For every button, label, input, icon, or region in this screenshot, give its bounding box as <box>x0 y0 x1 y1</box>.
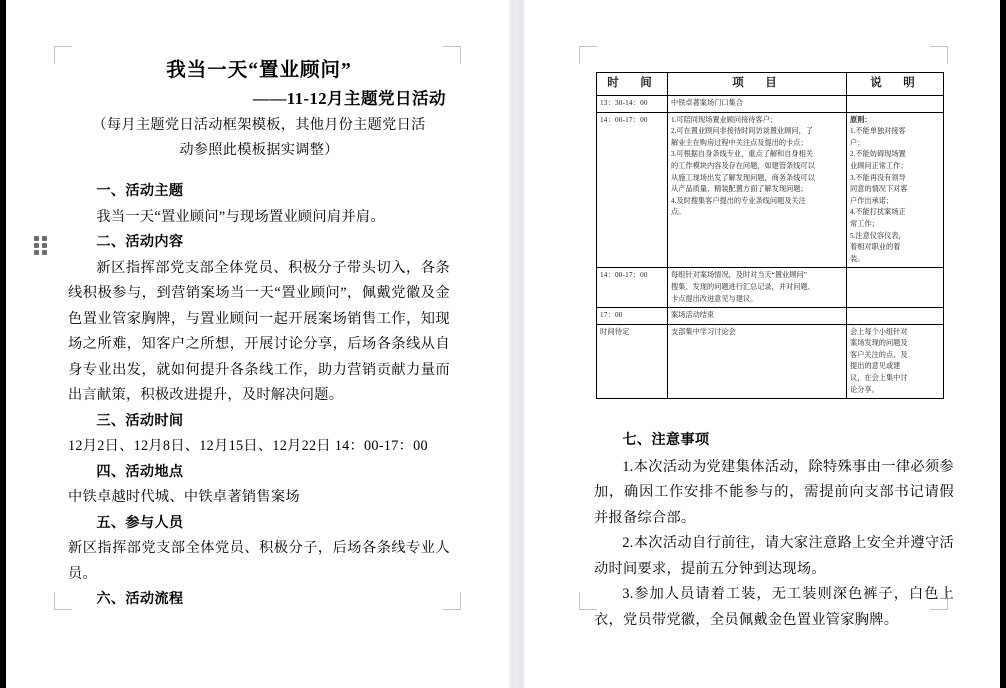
table-body <box>597 96 944 399</box>
cell-text-line: 案场发现的问题及 <box>850 339 908 348</box>
cell-item <box>668 268 847 308</box>
table-row <box>597 96 944 113</box>
notice-item-3: 3.参加人员请着工装，无工装则深色裤子，白色上衣，党员带党徽，全员佩戴金色置业管家胸牌。 <box>594 586 954 628</box>
section-body-4: 中铁卓越时代城、中铁卓著销售案场 <box>68 489 300 505</box>
column-header-note: 说 明 <box>847 73 944 96</box>
notices-section <box>594 428 954 633</box>
cell-text-line: 5.注意仪容仪表， <box>850 231 906 240</box>
document-page-left <box>6 0 508 688</box>
page-title: 我当一天“置业顾问” <box>166 60 352 81</box>
cell-text-line: 会上每个小组针对 <box>850 327 908 336</box>
cell-note <box>847 96 944 113</box>
left-page-content <box>68 58 450 613</box>
cell-item <box>668 324 847 399</box>
cell-text-line: 议，在会上集中讨 <box>850 374 908 383</box>
template-note-line-2: 动参照此模板据实调整） <box>179 142 339 158</box>
cell-text-line: 4.不能打扰案场正 <box>850 208 906 217</box>
cell-text-line: 论分享。 <box>850 385 879 394</box>
notice-item-1: 1.本次活动为党建集体活动，除特殊事由一律必须参加，确因工作安排不能参与的，需提前向支部书记请假并报备综合部。 <box>594 458 954 526</box>
margin-crop-mark-top-right-right-page <box>930 46 948 64</box>
section-heading-5: 五、参与人员 <box>96 514 184 531</box>
cell-text-line: 卡点提出改进意见与建议。 <box>671 294 758 303</box>
cell-item <box>668 308 847 325</box>
cell-text-line: 业顾问正常工作； <box>850 161 908 170</box>
drag-handle-dot <box>42 250 47 255</box>
drag-handle[interactable] <box>34 236 47 255</box>
cell-text-line: 2.不能妨碍现场置 <box>850 150 906 159</box>
table-header-row <box>597 73 944 96</box>
drag-handle-dot <box>34 243 39 248</box>
cell-text-line: 2.可在置业顾问非接待时间访谈置业顾问，了 <box>671 127 813 136</box>
cell-text-line: 户； <box>850 138 865 147</box>
section-heading-3: 三、活动时间 <box>96 412 184 429</box>
cell-text-line: 的工作模块内容及存在问题，如建管条线可以 <box>671 161 815 170</box>
cell-text-line: 解业主在购房过程中关注点及提出的卡点； <box>671 138 808 147</box>
section-body-2: 新区指挥部党支部全体党员、积极分子带头切入，各条线积极参与，到营销案场当一天“置业顾问”，佩戴党徽及金色置业管家胸牌，与置业顾问一起开展案场销售工作，知现场之所难，知客户之所想，开展讨论分享，后场各条线从自身专业出发，就如何提升各条线工作，助力营销贡献力量而出言献策，积极改进提升，及时解决问题。 <box>68 259 450 403</box>
cell-text-line: 4.及时搜集客户提出的专业条线问题及关注 <box>671 196 806 205</box>
cell-time: 时间待定 <box>597 324 668 399</box>
drag-handle-dot <box>42 243 47 248</box>
table-row <box>597 324 944 399</box>
section-body-5: 新区指挥部党支部全体党员、积极分子，后场各条线专业人员。 <box>68 540 450 582</box>
cell-note <box>847 324 944 399</box>
cell-item <box>668 112 847 268</box>
cell-text-line: 着相对职业的着 <box>850 243 901 252</box>
cell-text-line: 从产品质量、精装配置方面了解发现问题； <box>671 185 808 194</box>
section-heading-2: 二、活动内容 <box>96 234 184 250</box>
cell-text-line: 点。 <box>671 208 686 217</box>
table-row <box>597 112 944 268</box>
cell-text-line: 1.不能单独对接客 <box>850 127 906 136</box>
cell-note <box>847 268 944 308</box>
cell-item <box>668 96 847 113</box>
column-header-item: 项 目 <box>668 73 847 96</box>
cell-text-line: 同意的情况下对客 <box>850 185 908 194</box>
cell-text-line: 3.不能再没有领导 <box>850 173 906 182</box>
section-body-3: 12月2日、12月8日、12月15日、12月22日 14：00-17：00 <box>68 438 428 454</box>
notices-heading: 七、注意事项 <box>622 432 710 448</box>
cell-time: 17：00 <box>597 308 668 325</box>
drag-handle-dot <box>34 236 39 241</box>
column-header-time: 时 间 <box>597 73 668 96</box>
cell-time: 14：00-17：00 <box>597 268 668 308</box>
cell-time: 13：30-14：00 <box>597 96 668 113</box>
cell-text-line: 客户关注的点，及 <box>850 350 908 359</box>
cell-text-line: 提出的意见或建 <box>850 362 901 371</box>
section-body-1: 我当一天“置业顾问”与现场置业顾问肩并肩。 <box>96 208 385 225</box>
drag-handle-dot <box>42 236 47 241</box>
cell-text-line: 中铁卓著案场门口集合 <box>671 99 743 107</box>
activity-schedule-table <box>596 72 944 399</box>
page-subtitle: ——11-12月主题党日活动 <box>252 88 446 108</box>
cell-note <box>847 112 944 268</box>
section-heading-4: 四、活动地点 <box>96 463 184 480</box>
cell-text-line: 3.可根据自身条线专业，重点了解和自身相关 <box>671 150 813 159</box>
template-note-line-1: （每月主题党日活动框架模板，其他月份主题党日活 <box>92 117 426 133</box>
page-separator-gap <box>508 0 526 688</box>
cell-text-line: 常工作； <box>850 219 879 228</box>
cell-note <box>847 308 944 325</box>
cell-text-line: 1.可陪同现场置业顾问接待客户； <box>671 115 778 124</box>
table-row <box>597 268 944 308</box>
title-body-spacer <box>68 163 450 179</box>
cell-time: 14：00-17：00 <box>597 112 668 268</box>
notice-item-2: 2.本次活动自行前往，请大家注意路上安全并遵守活动时间要求，提前五分钟到达现场。 <box>594 535 954 577</box>
cell-text-line: 装。 <box>850 254 865 263</box>
cell-text-line: 搜集、发现的问题进行汇总记录，并对问题、 <box>671 282 815 291</box>
cell-text-line: 原则： <box>850 115 872 124</box>
margin-crop-mark-top-left-right-page <box>579 46 597 64</box>
section-heading-6: 六、活动流程 <box>96 591 184 607</box>
cell-text-line: 每组针对案场情况，及时对当天“置业顾问” <box>671 271 807 280</box>
table-row <box>597 308 944 325</box>
cell-text-line: 支部集中学习讨论会 <box>671 327 736 336</box>
cell-text-line: 户作出承诺； <box>850 196 894 205</box>
drag-handle-dot <box>34 250 39 255</box>
section-heading-1: 一、活动主题 <box>96 183 184 199</box>
cell-text-line: 案场活动结束 <box>671 311 715 320</box>
cell-text-line: 从施工现场出发了解发现问题，商务条线可以 <box>671 173 815 182</box>
